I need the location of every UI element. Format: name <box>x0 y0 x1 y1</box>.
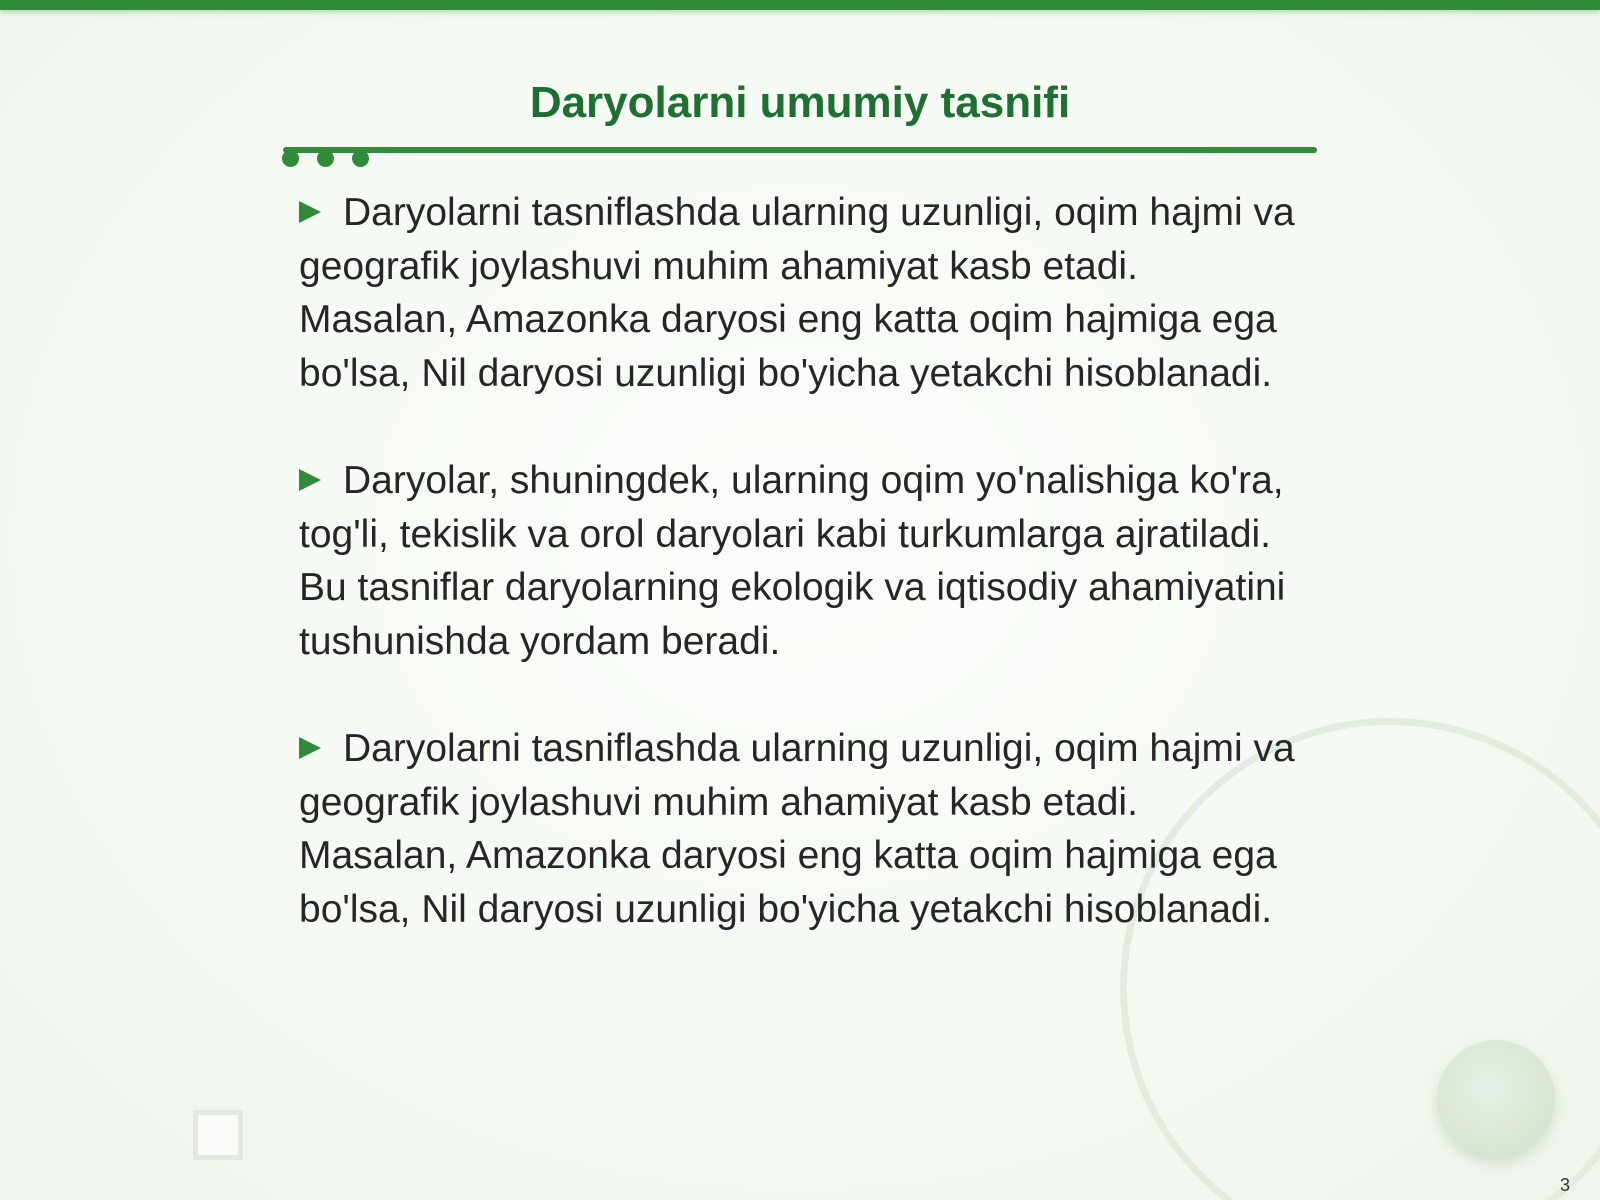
top-accent-bar <box>0 0 1600 10</box>
accent-dot <box>282 150 299 167</box>
page-number: 3 <box>1559 1175 1570 1195</box>
bullet-text: Daryolarni tasniflashda ularning uzunligi, oqim hajmi va geografik joylashuvi muhim ahamiyat kasb etadi. Masalan, Amazonka daryosi eng katta oqim hajmiga ega bo'lsa, Nil daryosi uzunligi bo'yicha yetakchi hisoblanadi. <box>299 191 1295 395</box>
accent-dot <box>352 150 369 167</box>
bullet-text: Daryolar, shuningdek, ularning oqim yo'nalishiga ko'ra, tog'li, tekislik va orol daryolari kabi turkumlarga ajratiladi. Bu tasniflar daryolarning ekologik va iqtisodiy ahamiyatini tushunishda yordam beradi. <box>299 459 1286 663</box>
bullet-list <box>299 186 1304 936</box>
accent-dot <box>317 150 334 167</box>
triangle-bullet-icon <box>299 737 321 759</box>
decorative-square <box>193 1110 243 1160</box>
triangle-bullet-icon <box>299 469 321 491</box>
bullet-item <box>299 722 1304 936</box>
title-underline <box>283 147 1317 153</box>
decorative-circle <box>1437 1040 1555 1158</box>
slide-title: Daryolarni umumiy tasnifi <box>529 78 1071 127</box>
triangle-bullet-icon <box>299 201 321 223</box>
bullet-item <box>299 186 1304 400</box>
bullet-item <box>299 454 1304 668</box>
bullet-text: Daryolarni tasniflashda ularning uzunligi, oqim hajmi va geografik joylashuvi muhim ahamiyat kasb etadi. Masalan, Amazonka daryosi eng katta oqim hajmiga ega bo'lsa, Nil daryosi uzunligi bo'yicha yetakchi hisoblanadi. <box>299 727 1295 931</box>
